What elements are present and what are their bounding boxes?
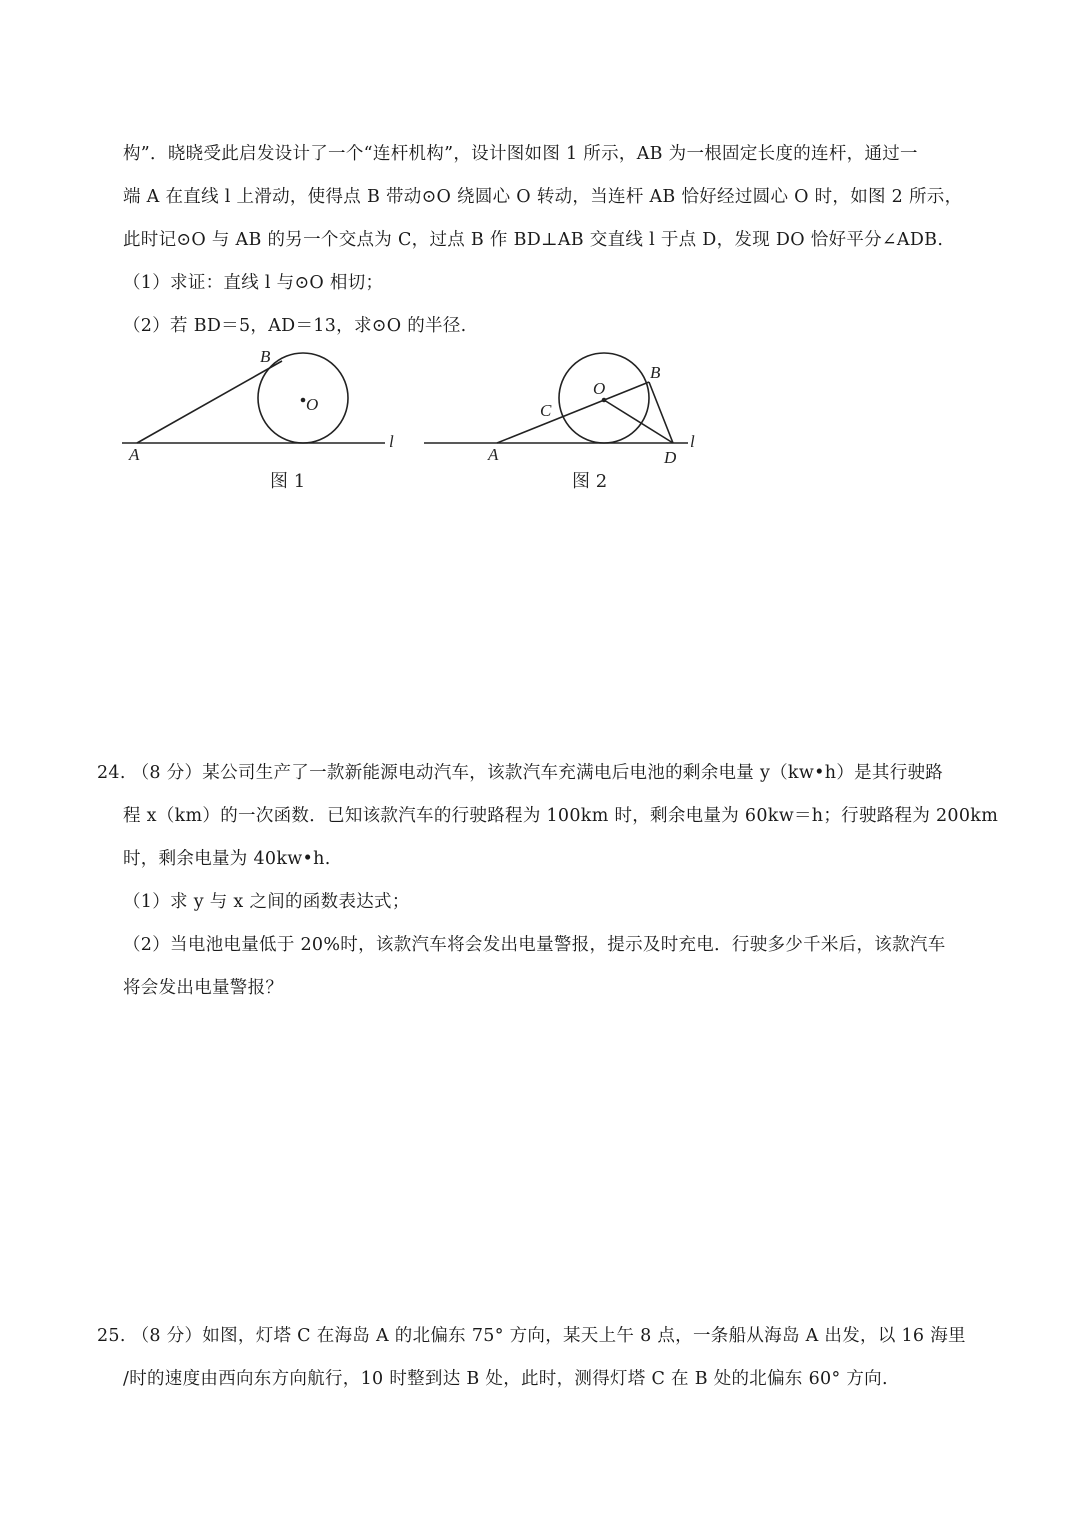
figure-2-caption: 图 2 [572, 471, 608, 492]
center-o-dot [602, 398, 607, 403]
q24-subquestion-2: （2）当电池电量低于 20%时，该款汽车将会发出电量警报，提示及时充电．行驶多少千米后，该款汽车 [123, 935, 946, 955]
rod-ab [497, 382, 649, 443]
q25-text-line-2: /时的速度由西向东方向航行，10 时整到达 B 处，此时，测得灯塔 C 在 B 处的北偏东 60° 方向. [123, 1369, 888, 1389]
label-o: O [593, 379, 606, 398]
center-o-dot [301, 398, 306, 403]
label-a: A [488, 445, 499, 464]
label-l: l [690, 432, 695, 451]
q23-text-line-2: 端 A 在直线 l 上滑动，使得点 B 带动⊙O 绕圆心 O 转动，当连杆 AB 恰好经过圆心 O 时，如图 2 所示， [123, 187, 963, 207]
q24-text-line-2: 程 x（km）的一次函数．已知该款汽车的行驶路程为 100km 时，剩余电量为 60kw＝h；行驶路程为 200km [123, 806, 999, 826]
q24-text-line-1: 24. （8 分）某公司生产了一款新能源电动汽车，该款汽车充满电后电池的剩余电量 y（kw•h）是其行驶路 [97, 763, 944, 783]
figure-2 [420, 340, 720, 500]
label-l: l [389, 432, 394, 451]
label-d: D [664, 448, 677, 467]
figure-1-caption: 图 1 [270, 471, 306, 492]
q24-text-line-3: 时，剩余电量为 40kw•h. [123, 849, 331, 869]
q23-subquestion-2: （2）若 BD＝5，AD＝13，求⊙O 的半径. [123, 316, 467, 336]
label-b: B [260, 347, 271, 366]
q25-text-line-1: 25. （8 分）如图，灯塔 C 在海岛 A 的北偏东 75° 方向，某天上午 8 点，一条船从海岛 A 出发，以 16 海里 [97, 1326, 966, 1346]
q23-subquestion-1: （1）求证：直线 l 与⊙O 相切； [123, 273, 384, 293]
label-c: C [540, 401, 552, 420]
segment-od [604, 400, 673, 443]
q24-subquestion-1: （1）求 y 与 x 之间的函数表达式； [123, 892, 410, 912]
label-o: O [306, 395, 319, 414]
figure-1 [115, 340, 415, 500]
rod-ab [137, 361, 282, 443]
label-a: A [129, 445, 140, 464]
q24-subquestion-2-cont: 将会发出电量警报？ [123, 978, 284, 998]
segment-bd [649, 382, 673, 443]
q23-text-line-1: 构”．晓晓受此启发设计了一个“连杆机构”，设计图如图 1 所示，AB 为一根固定长度的连杆，通过一 [123, 144, 918, 164]
q23-text-line-3: 此时记⊙O 与 AB 的另一个交点为 C，过点 B 作 BD⊥AB 交直线 l 于点 D，发现 DO 恰好平分∠ADB. [123, 230, 944, 250]
label-b: B [650, 363, 661, 382]
